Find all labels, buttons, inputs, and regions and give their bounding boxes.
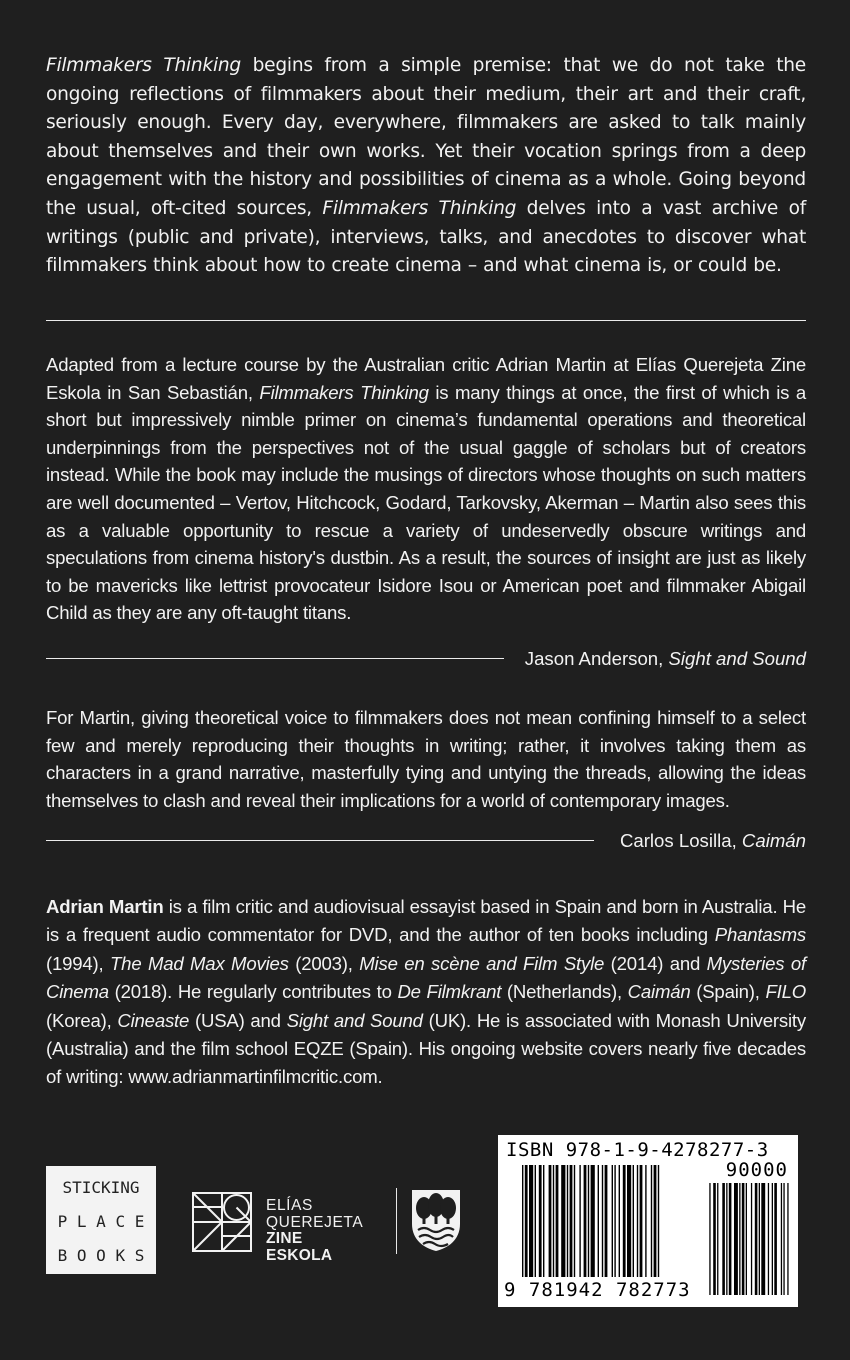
barcode-bar (654, 1165, 657, 1277)
addon-bar (772, 1183, 773, 1295)
barcode-bar (522, 1165, 523, 1277)
addon-bar (717, 1183, 718, 1295)
review-quote-1 (46, 351, 806, 627)
review-text: For Martin, giving theoretical voice to filmmakers does not mean confining himself to a select few and merely reproducing their thoughts in writing; rather, it involves taking them as characters in a grand narrative, masterfully tying and untying the threads, allowing the ideas themselves to clash and reveal their implications for a world of contemporary images. (46, 707, 806, 811)
book-title: Filmmakers Thinking (322, 197, 517, 219)
addon-bar (739, 1183, 740, 1295)
back-cover-blurb (46, 52, 806, 281)
barcode-bar (623, 1165, 626, 1277)
barcode-bar (598, 1165, 599, 1277)
barcode-bar (543, 1165, 544, 1277)
barcode-bar (574, 1165, 575, 1277)
credit-rule (46, 658, 504, 659)
barcode-bar (640, 1165, 643, 1277)
addon-bar (781, 1183, 782, 1295)
barcode-bar (619, 1165, 620, 1277)
sticking-place-books-logo: STICKING P L A C E B O O K S (46, 1166, 156, 1274)
barcode-bar (658, 1165, 659, 1277)
book-title: Filmmakers Thinking (259, 381, 429, 403)
barcode-bar (602, 1165, 603, 1277)
barcode-bar (637, 1165, 638, 1277)
logo-divider (396, 1188, 397, 1254)
barcode-bar (535, 1165, 536, 1277)
addon-bar (722, 1183, 725, 1295)
barcode-digits: 9 781942 782773 (504, 1279, 691, 1301)
addon-bar (746, 1183, 747, 1295)
barcode-bar (612, 1165, 613, 1277)
section-divider (46, 320, 806, 321)
addon-bar (742, 1183, 745, 1295)
barcode-bar (645, 1165, 646, 1277)
addon-bar (713, 1183, 716, 1295)
addon-bar (774, 1183, 777, 1295)
barcode-bar (614, 1165, 615, 1277)
isbn-label: ISBN 978-1-9-4278277-3 (506, 1139, 769, 1161)
eqze-logo-icon (192, 1192, 252, 1252)
gipuzkoa-crest-icon (410, 1188, 462, 1252)
barcode-bar (584, 1165, 587, 1277)
review-quote-2 (46, 704, 806, 814)
review-text: Adapted from a lecture course by the Australian critic Adrian Martin at Elías Querejeta Zine Eskola in San Sebastián, Filmmakers Thinking is many things at once, the first of which is a short but impressively nimble primer on cinema’s fundamental operations and theoretical underpinnings from the perspectives not of the usual gaggle of scholars but of creators instead. While the book may include the musings of directors whose thoughts on such matters are well documented – Vertov, Hitchcock, Godard, Tarkovsky, Akerman – Martin also sees this as a valuable opportunity to rescue a variety of undeservedly obscure writings and speculations from cinema history's dustbin. As a result, the sources of insight are just as likely to be mavericks like lettrist provocateur Isidore Isou or American poet and filmmaker Abigail Child as they are any oft-taught titans. (46, 354, 806, 624)
bio-text: Adrian Martin is a film critic and audiovisual essayist based in Spain and born in Australia. He is a frequent audio commentator for DVD, and the author of ten books including Phantasms (1994), The Mad Max Movies (2003), Mise en scène and Film Style (2014) and Mysteries of Cinema (2018). He regularly contributes to De Filmkrant (Netherlands), Caimán (Spain), FILO (Korea), Cineaste (USA) and Sight and Sound (UK). He is associated with Monash University (Australia) and the film school EQZE (Spain). His ongoing website covers nearly five decades of writing: www.adrianmartinfilmcritic.com. (46, 896, 806, 1088)
author-bio (46, 893, 806, 1092)
barcode-bar (556, 1165, 559, 1277)
barcode-bar (539, 1165, 542, 1277)
price-addon-digits: 90000 (725, 1159, 788, 1181)
addon-bar (726, 1183, 727, 1295)
barcode-bar (525, 1165, 528, 1277)
barcode-bar (549, 1165, 552, 1277)
blurb-paragraph: Filmmakers Thinking begins from a simple premise: that we do not take the ongoing reflections of filmmakers about their medium, their art and their craft, seriously enough. Every day, everywhere, filmmakers are asked to talk mainly about themselves and their own works. Yet their vocation springs from a deep engagement with the history and possibilities of cinema as a whole. Going beyond the usual, oft-cited sources, Filmmakers Thinking delves into a vast archive of writings (public and private), interviews, talks, and anecdotes to discover what filmmakers think about how to create cinema – and what cinema is, or could be. (46, 55, 806, 277)
addon-bar (734, 1183, 738, 1295)
review-credit-1: Jason Anderson, Sight and Sound (524, 648, 806, 669)
barcode-bar (529, 1165, 533, 1277)
addon-bar (759, 1183, 760, 1295)
barcode-bar (567, 1165, 568, 1277)
addon-bar (755, 1183, 758, 1295)
barcode-bar (570, 1165, 573, 1277)
barcode-bar (627, 1165, 631, 1277)
addon-bar (787, 1183, 788, 1295)
barcode-bar (633, 1165, 634, 1277)
addon-bar (751, 1183, 752, 1295)
addon-bar (783, 1183, 784, 1295)
isbn-barcode (498, 1135, 798, 1307)
credit-rule (46, 840, 594, 841)
barcode-bar (561, 1165, 565, 1277)
book-title: Filmmakers Thinking (46, 55, 241, 76)
barcode-bar (588, 1165, 589, 1277)
addon-bar (768, 1183, 769, 1295)
barcode-bar (579, 1165, 580, 1277)
addon-bar (729, 1183, 732, 1295)
barcode-bar (553, 1165, 554, 1277)
barcode-bar (605, 1165, 608, 1277)
barcode-bar (591, 1165, 595, 1277)
review-credit-2: Carlos Losilla, Caimán (619, 830, 806, 851)
author-name: Adrian Martin (46, 896, 164, 917)
addon-bar (761, 1183, 765, 1295)
addon-bar (709, 1183, 710, 1295)
eqze-wordmark: ELÍAS QUEREJETA ZINE ESKOLA (266, 1197, 364, 1264)
barcode-bar (651, 1165, 652, 1277)
